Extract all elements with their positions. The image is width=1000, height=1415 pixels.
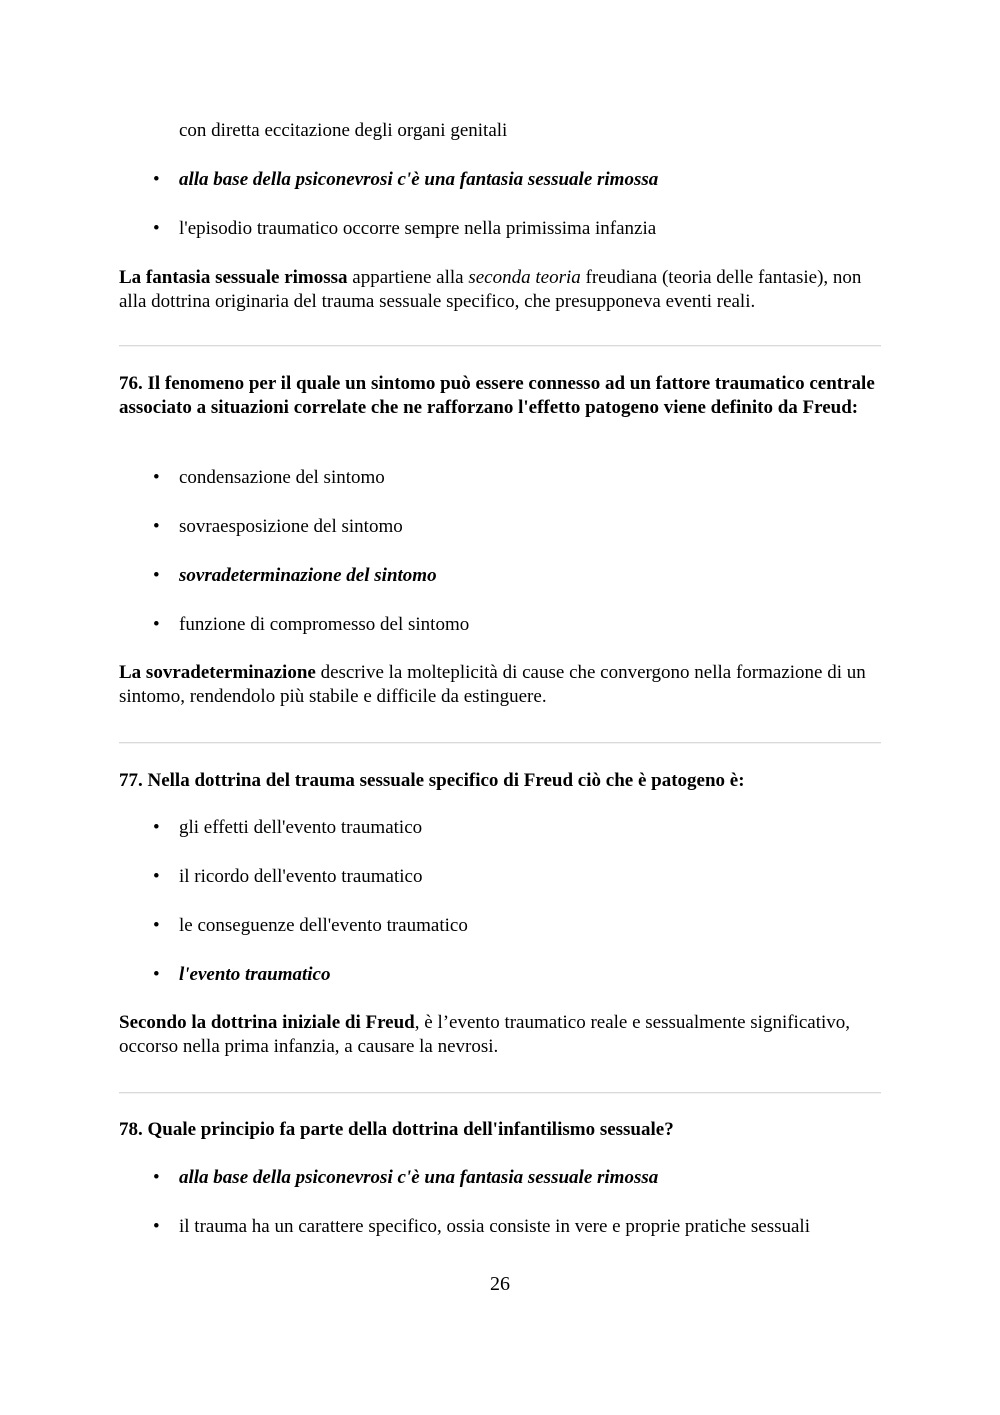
bullet-icon: • [153, 1167, 160, 1188]
option-text-correct: sovradeterminazione del sintomo [179, 565, 437, 586]
explanation-text: freudiana (teoria delle fantasie), non alla dottrina originaria del trauma sessuale specifico, che presupponeva eventi reali. [119, 267, 862, 312]
question-78-title: 78. Quale principio fa parte della dottrina dell'infantilismo sessuale? [119, 1119, 674, 1140]
option-text: condensazione del sintomo [179, 467, 385, 488]
option-item [153, 564, 437, 588]
option-item [153, 515, 403, 539]
section-divider [119, 742, 881, 744]
explanation-lead: Secondo la dottrina iniziale di Freud [119, 1012, 415, 1033]
option-item [153, 168, 658, 192]
explanation-text: descrive la molteplicità di cause che convergono nella formazione di un sintomo, rendendolo più stabile e difficile da estinguere. [119, 662, 866, 707]
option-text-correct: alla base della psiconevrosi c'è una fantasia sessuale rimossa [179, 1167, 659, 1188]
bullet-icon: • [153, 614, 160, 635]
explanation-paragraph [119, 266, 889, 314]
bullet-icon: • [153, 467, 160, 488]
bullet-icon: • [153, 915, 160, 936]
option-item [153, 914, 468, 938]
option-text: gli effetti dell'evento traumatico [179, 817, 423, 838]
option-item [153, 865, 422, 889]
option-item [153, 816, 422, 840]
option-text: il trauma ha un carattere specifico, ossia consiste in vere e proprie pratiche sessuali [179, 1216, 810, 1237]
option-text: funzione di compromesso del sintomo [179, 614, 470, 635]
option-text-correct: l'evento traumatico [179, 964, 331, 985]
bullet-icon: • [153, 516, 160, 537]
question-77-title: 77. Nella dottrina del trauma sessuale specifico di Freud ciò che è patogeno è: [119, 770, 745, 791]
explanation-paragraph [119, 661, 889, 709]
option-item [153, 613, 469, 637]
section-divider [119, 345, 881, 347]
explanation-text: , è l’evento traumatico reale e sessualmente significativo, occorso nella prima infanzia, a causare la nevrosi. [119, 1012, 851, 1057]
option-item [153, 1166, 658, 1190]
explanation-paragraph [119, 1011, 889, 1059]
page-number: 26 [490, 1273, 510, 1295]
option-text: le conseguenze dell'evento traumatico [179, 915, 468, 936]
bullet-icon: • [153, 964, 160, 985]
bullet-icon: • [153, 565, 160, 586]
bullet-icon: • [153, 218, 160, 239]
explanation-lead: La sovradeterminazione [119, 662, 316, 683]
option-item [153, 217, 656, 241]
bullet-icon: • [153, 866, 160, 887]
option-text: il ricordo dell'evento traumatico [179, 866, 423, 887]
explanation-text: appartiene alla [347, 267, 469, 288]
bullet-icon: • [153, 1216, 160, 1237]
bullet-icon: • [153, 817, 160, 838]
option-continuation-text: con diretta eccitazione degli organi genitali [179, 120, 508, 141]
bullet-icon: • [153, 169, 160, 190]
explanation-lead: La fantasia sessuale rimossa [119, 267, 348, 288]
section-divider [119, 1092, 881, 1094]
question-76-title: 76. Il fenomeno per il quale un sintomo può essere connesso ad un fattore traumatico centrale associato a situazioni correlate che ne rafforzano l'effetto patogeno viene definito da Freud: [119, 373, 875, 418]
option-text: sovraesposizione del sintomo [179, 516, 403, 537]
option-text-correct: alla base della psiconevrosi c'è una fantasia sessuale rimossa [179, 169, 659, 190]
option-text: l'episodio traumatico occorre sempre nella primissima infanzia [179, 218, 657, 239]
option-item [153, 963, 330, 987]
option-item [153, 466, 385, 490]
explanation-italic: seconda teoria [468, 267, 581, 288]
option-item [153, 1215, 810, 1239]
